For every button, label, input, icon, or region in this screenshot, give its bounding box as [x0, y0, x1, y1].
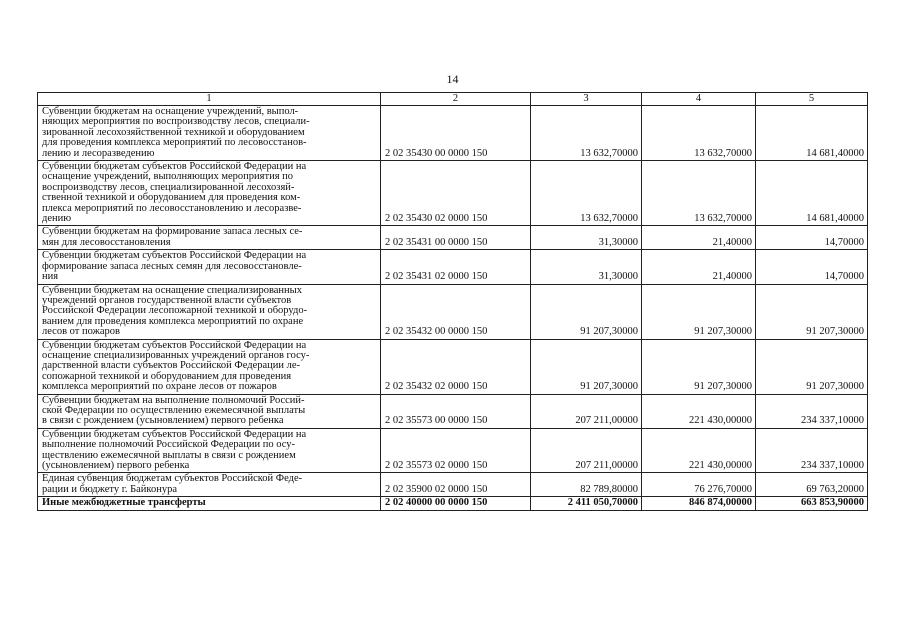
row-code: 2 02 35573 00 0000 150	[381, 394, 531, 428]
row-code: 2 02 35432 02 0000 150	[381, 339, 531, 394]
table-row	[38, 339, 868, 394]
total-code: 2 02 40000 00 0000 150	[381, 497, 531, 510]
budget-table	[37, 92, 868, 511]
row-value-4: 91 207,30000	[642, 284, 756, 339]
row-name: Субвенции бюджетам на оснащение учреждений, выпол- няющих мероприятия по воспроизводству лесов, специали- зированной лесохозяйственной техникой и оборудованием для проведения комплекса мероприятий по лесовосстанов- лению и лесоразведению	[38, 106, 381, 161]
row-value-3: 207 211,00000	[531, 428, 642, 473]
row-value-3: 207 211,00000	[531, 394, 642, 428]
row-value-3: 13 632,70000	[531, 161, 642, 226]
column-header: 5	[756, 93, 868, 106]
row-code: 2 02 35431 00 0000 150	[381, 226, 531, 250]
row-value-3: 91 207,30000	[531, 339, 642, 394]
row-code: 2 02 35430 02 0000 150	[381, 161, 531, 226]
table-row	[38, 161, 868, 226]
row-value-4: 21,40000	[642, 250, 756, 284]
row-code: 2 02 35431 02 0000 150	[381, 250, 531, 284]
row-name: Субвенции бюджетам на формирование запаса лесных се- мян для лесовосстановления	[38, 226, 381, 250]
row-value-5: 14,70000	[756, 226, 868, 250]
row-value-4: 21,40000	[642, 226, 756, 250]
row-code: 2 02 35432 00 0000 150	[381, 284, 531, 339]
table-row	[38, 250, 868, 284]
row-value-3: 31,30000	[531, 226, 642, 250]
row-value-3: 31,30000	[531, 250, 642, 284]
row-value-4: 13 632,70000	[642, 161, 756, 226]
column-header: 2	[381, 93, 531, 106]
row-value-5: 91 207,30000	[756, 284, 868, 339]
row-name: Субвенции бюджетам на оснащение специализированных учреждений органов государственной власти субъектов Российской Федерации лесопожарной техникой и оборудо- ванием для проведения комплекса мероприятий по охране лесов от пожаров	[38, 284, 381, 339]
row-value-5: 91 207,30000	[756, 339, 868, 394]
row-name: Субвенции бюджетам субъектов Российской Федерации на оснащение специализированных учреждений органов госу- дарственной власти субъектов Российской Федерации ле- сопожарной техникой и оборудованием для проведения комплекса мероприятий по охране лесов от пожаров	[38, 339, 381, 394]
row-code: 2 02 35430 00 0000 150	[381, 106, 531, 161]
column-header: 1	[38, 93, 381, 106]
row-code: 2 02 35573 02 0000 150	[381, 428, 531, 473]
table-row	[38, 226, 868, 250]
row-value-5: 14,70000	[756, 250, 868, 284]
table-row	[38, 394, 868, 428]
column-header: 4	[642, 93, 756, 106]
row-value-5: 234 337,10000	[756, 428, 868, 473]
total-value-4: 846 874,00000	[642, 497, 756, 510]
row-name: Единая субвенция бюджетам субъектов Российской Феде- рации и бюджету г. Байконура	[38, 473, 381, 497]
column-header: 3	[531, 93, 642, 106]
row-value-5: 234 337,10000	[756, 394, 868, 428]
total-value-3: 2 411 050,70000	[531, 497, 642, 510]
page-number: 14	[446, 72, 459, 86]
row-value-3: 82 789,80000	[531, 473, 642, 497]
table-row	[38, 284, 868, 339]
row-value-4: 91 207,30000	[642, 339, 756, 394]
table-row	[38, 106, 868, 161]
row-name: Субвенции бюджетам субъектов Российской Федерации на формирование запаса лесных семян для лесовосстановле- ния	[38, 250, 381, 284]
table-row	[38, 428, 868, 473]
row-value-5: 14 681,40000	[756, 106, 868, 161]
row-value-4: 13 632,70000	[642, 106, 756, 161]
total-name: Иные межбюджетные трансферты	[38, 497, 381, 510]
row-name: Субвенции бюджетам на выполнение полномочий Россий- ской Федерации по осуществлению ежемесячной выплаты в связи с рождением (усыновлением) первого ребенка	[38, 394, 381, 428]
row-name: Субвенции бюджетам субъектов Российской Федерации на оснащение учреждений, выполняющих мероприятия по воспроизводству лесов, специализированной лесохозяй- ственной техникой и оборудованием для проведения ком- плекса мероприятий по лесовосстановлению и лесоразве- дению	[38, 161, 381, 226]
row-value-4: 221 430,00000	[642, 428, 756, 473]
row-value-4: 76 276,70000	[642, 473, 756, 497]
table-row	[38, 473, 868, 497]
table-header-row	[38, 93, 868, 106]
total-row	[38, 497, 868, 510]
row-code: 2 02 35900 02 0000 150	[381, 473, 531, 497]
row-value-5: 14 681,40000	[756, 161, 868, 226]
row-value-5: 69 763,20000	[756, 473, 868, 497]
row-name: Субвенции бюджетам субъектов Российской Федерации на выполнение полномочий Российской Федерации по осу- ществлению ежемесячной выплаты в связи с рождением (усыновлением) первого ребенка	[38, 428, 381, 473]
total-value-5: 663 853,90000	[756, 497, 868, 510]
row-value-3: 91 207,30000	[531, 284, 642, 339]
row-value-3: 13 632,70000	[531, 106, 642, 161]
row-value-4: 221 430,00000	[642, 394, 756, 428]
